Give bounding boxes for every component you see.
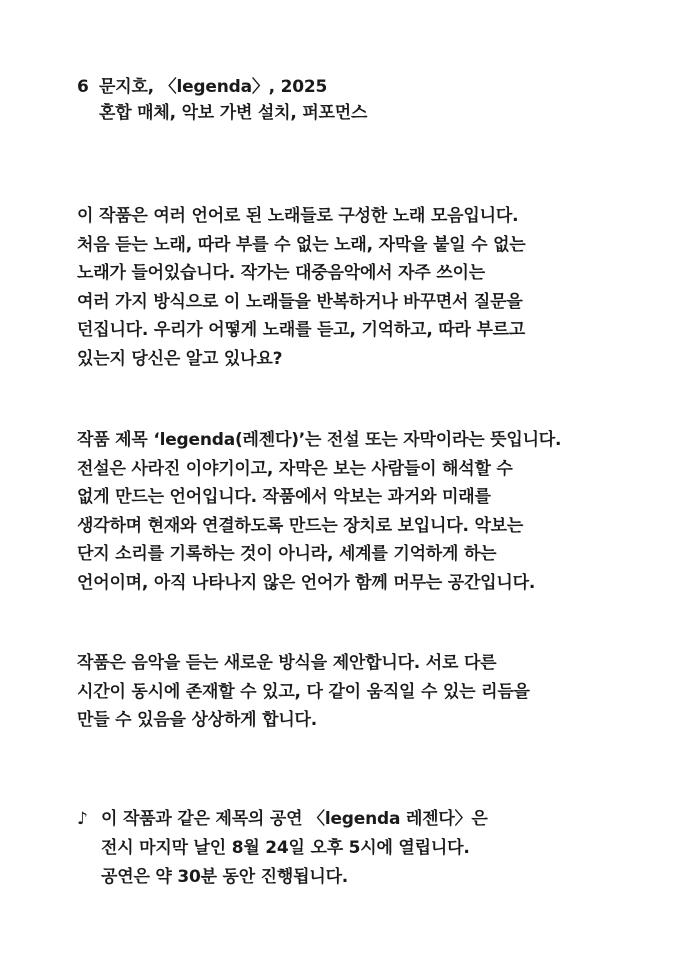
note-first-line — [77, 805, 488, 834]
music-note-icon: ♪ — [77, 809, 88, 829]
paragraph-line: 이 작품은 여러 언어로 된 노래들로 구성한 노래 모음입니다. — [77, 206, 519, 226]
note-line: 전시 마지막 날인 8월 24일 오후 5시에 열립니다. — [101, 838, 470, 858]
paragraph-line: 전설은 사라진 이야기이고, 자막은 보는 사람들이 해석할 수 — [77, 458, 513, 479]
description-paragraph-3 — [77, 649, 530, 735]
paragraph-line: 작품은 음악을 듣는 새로운 방식을 제안합니다. 서로 다른 — [77, 653, 497, 673]
content — [77, 74, 667, 887]
paragraph-line: 던집니다. 우리가 어떻게 노래를 듣고, 기억하고, 따라 부르고 — [77, 320, 526, 340]
paragraph-line: 시간이 동시에 존재할 수 있고, 다 같이 움직일 수 있는 리듬을 — [77, 681, 530, 702]
paragraph-line: 여러 가지 방식으로 이 노래들을 반복하거나 바꾸면서 질문을 — [77, 291, 523, 312]
paragraph-line: 만들 수 있음을 상상하게 합니다. — [77, 710, 318, 730]
paragraph-line: 작품 제목 ‘legenda(레젠다)’는 전설 또는 자막이라는 뜻입니다. — [77, 430, 562, 450]
paragraph-line: 생각하며 현재와 연결하도록 만드는 장치로 보입니다. 악보는 — [77, 515, 524, 536]
artwork-title: 문지호, 〈legenda〉, 2025 — [99, 77, 328, 97]
artwork-title-line — [77, 74, 667, 100]
paragraph-line: 있는지 당신은 알고 있나요? — [77, 348, 283, 369]
note-line: 공연은 약 30분 동안 진행됩니다. — [101, 867, 349, 887]
paragraph-line: 언어이며, 아직 나타나지 않은 언어가 함께 머무는 공간입니다. — [77, 572, 536, 593]
paragraph-line: 노래가 들어있습니다. 작가는 대중음악에서 자주 쓰이는 — [77, 263, 485, 283]
paragraph-line: 없게 만드는 언어입니다. 작품에서 악보는 과거와 미래를 — [77, 487, 491, 507]
artwork-number: 6 — [77, 77, 89, 97]
note-line: 이 작품과 같은 제목의 공연 〈legenda 레젠다〉은 — [101, 809, 488, 829]
description-paragraph-1 — [77, 202, 526, 373]
performance-note — [77, 805, 488, 892]
artwork-medium: 혼합 매체, 악보 가변 설치, 퍼포먼스 — [99, 103, 368, 123]
artwork-header — [77, 74, 667, 126]
description-paragraph-2 — [77, 426, 561, 597]
paragraph-line: 처음 듣는 노래, 따라 부를 수 없는 노래, 자막을 붙일 수 없는 — [77, 234, 526, 255]
paragraph-line: 단지 소리를 기록하는 것이 아니라, 세계를 기억하게 하는 — [77, 544, 497, 564]
